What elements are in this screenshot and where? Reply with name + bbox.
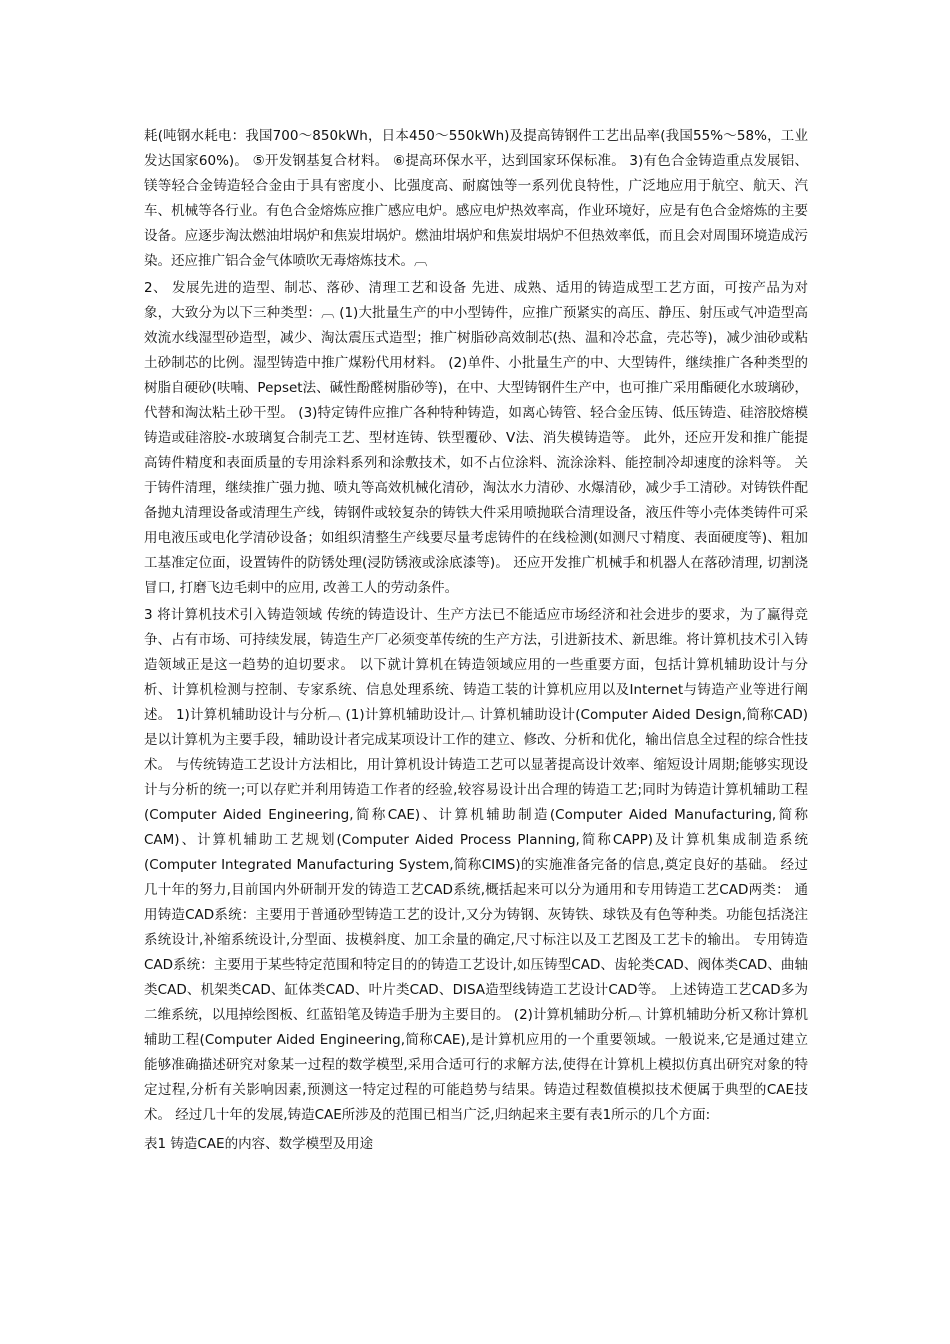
document-page [144,124,808,1157]
paragraph-computer-technology: 3 将计算机技术引入铸造领域 传统的铸造设计、生产方法已不能适应市场经济和社会进步的要求，为了赢得竞争、占有市场、可持续发展，铸造生产厂必须变革传统的生产方法，引进新技术、新思维。将计算机技术引入铸造领域正是这一趋势的迫切要求。 以下就计算机在铸造领域应用的一些重要方面，包括计算机辅助设计与分析、计算机检测与控制、专家系统、信息处理系统、铸造工装的计算机应用以及Internet与铸造产业等进行阐述。 1)计算机辅助设计与分析︹ (1)计算机辅助设计︹ 计算机辅助设计(Computer Aided Design,简称CAD)是以计算机为主要手段，辅助设计者完成某项设计工作的建立、修改、分析和优化，输出信息全过程的综合性技术。 与传统铸造工艺设计方法相比，用计算机设计铸造工艺可以显著提高设计效率、缩短设计周期;能够实现设计与分析的统一;可以存贮并利用铸造工作者的经验,较容易设计出合理的铸造工艺;同时为铸造计算机辅助工程(Computer Aided Engineering,简称CAE)、计算机辅助制造(Computer Aided Manufacturing,简称CAM)、计算机辅助工艺规划(Computer Aided Process Planning,简称CAPP)及计算机集成制造系统(Computer Integrated Manufacturing System,简称CIMS)的实施准备完备的信息,奠定良好的基础。 经过几十年的努力,目前国内外研制开发的铸造工艺CAD系统,概括起来可以分为通用和专用铸造工艺CAD两类： 通用铸造CAD系统：主要用于普通砂型铸造工艺的设计,又分为铸钢、灰铸铁、球铁及有色等种类。功能包括浇注系统设计,补缩系统设计,分型面、拔模斜度、加工余量的确定,尺寸标注以及工艺图及工艺卡的输出。 专用铸造CAD系统：主要用于某些特定范围和特定目的的铸造工艺设计,如压铸型CAD、齿轮类CAD、阀体类CAD、曲轴类CAD、机架类CAD、缸体类CAD、叶片类CAD、DISA造型线铸造工艺设计CAD等。 上述铸造工艺CAD多为二维系统，以甩掉绘图板、红蓝铅笔及铸造手册为主要目的。 (2)计算机辅助分析︹ 计算机辅助分析又称计算机辅助工程(Computer Aided Engineering,简称CAE),是计算机应用的一个重要领域。一般说来,它是通过建立能够准确描述研究对象某一过程的数学模型,采用合适可行的求解方法,使得在计算机上模拟仿真出研究对象的特定过程,分析有关影响因素,预测这一特定过程的可能趋势与结果。铸造过程数值模拟技术便属于典型的CAE技术。 经过几十年的发展,铸造CAE所涉及的范围已相当广泛,归纳起来主要有表1所示的几个方面: [144,607,808,1123]
paragraph-nonferrous-alloy: 耗(吨钢水耗电：我国700～850kWh，日本450～550kWh)及提高铸钢件工艺出品率(我国55%～58%，工业发达国家60%)。 ⑤开发钢基复合材料。 ⑥提高环保水平，达到国家环保标准。 3)有色合金铸造重点发展铝、镁等轻合金铸造轻合金由于具有密度小、比强度高、耐腐蚀等一系列优良特性，广泛地应用于航空、航天、汽车、机械等各行业。有色合金熔炼应推广感应电炉。感应电炉热效率高，作业环境好，应是有色合金熔炼的主要设备。应逐步淘汰燃油坩埚炉和焦炭坩埚炉。燃油坩埚炉和焦炭坩埚炉不但热效率低，而且会对周围环境造成污染。还应推广铝合金气体喷吹无毒熔炼技术。︹ [144,128,808,269]
table-caption: 表1 铸造CAE的内容、数学模型及用途 [144,1136,374,1152]
paragraph-molding-processes: 2、 发展先进的造型、制芯、落砂、清理工艺和设备 先进、成熟、适用的铸造成型工艺方面，可按产品为对象，大致分为以下三种类型：︹ (1)大批量生产的中小型铸件，应推广预紧实的高压、静压、射压或气冲造型高效流水线湿型砂造型，减少、淘汰震压式造型；推广树脂砂高效制芯(热、温和冷芯盒，壳芯等)，减少油砂或粘土砂制芯的比例。湿型铸造中推广煤粉代用材料。 (2)单件、小批量生产的中、大型铸件，继续推广各种类型的树脂自硬砂(呋喃、Pepset法、碱性酚醛树脂砂等)，在中、大型铸钢件生产中，也可推广采用酯硬化水玻璃砂，代替和淘汰粘土砂干型。 (3)特定铸件应推广各种特种铸造，如离心铸管、轻合金压铸、低压铸造、硅溶胶熔模铸造或硅溶胶-水玻璃复合制壳工艺、型材连铸、铁型覆砂、V法、消失模铸造等。 此外，还应开发和推广能提高铸件精度和表面质量的专用涂料系列和涂敷技术，如不占位涂料、流涂涂料、能控制冷却速度的涂料等。 关于铸件清理，继续推广强力抛、喷丸等高效机械化清砂，淘汰水力清砂、水爆清砂，减少手工清砂。对铸铁件配备抛丸清理设备或清理生产线，铸钢件或较复杂的铸铁大件采用喷抛联合清理设备，液压件等小壳体类铸件可采用电液压或电化学清砂设备；如组织清整生产线要尽量考虑铸件的在线检测(如测尺寸精度、表面硬度等)、粗加工基准定位面，设置铸件的防锈处理(浸防锈液或涂底漆等)。 还应开发推广机械手和机器人在落砂清理, 切割浇冒口, 打磨飞边毛刺中的应用, 改善工人的劳动条件。 [144,280,808,596]
